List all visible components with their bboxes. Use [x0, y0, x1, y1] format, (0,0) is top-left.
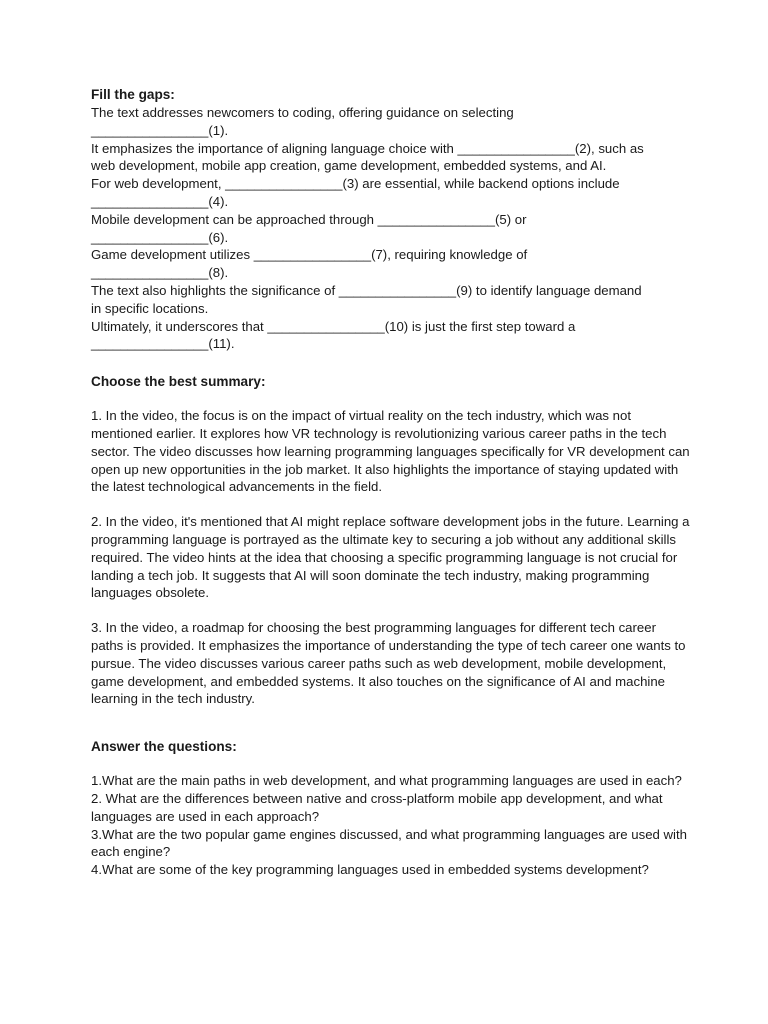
fill-gaps-heading: Fill the gaps:: [91, 87, 175, 102]
question-item: 1.What are the main paths in web development, and what programming languages are used in each?: [91, 773, 682, 789]
gap-line: Game development utilizes ________________(7), requiring knowledge of: [91, 247, 528, 263]
summary-option-1: 1. In the video, the focus is on the impact of virtual reality on the tech industry, which was not mentioned earlier. It explores how VR technology is revolutionizing various career paths in the tech sector. The video discusses how learning programming languages specifically for VR development can open up new opportunities in the job market. It also highlights the importance of staying updated with the latest technological advancements in the field.: [91, 408, 690, 495]
summary-option-3: 3. In the video, a roadmap for choosing the best programming languages for different tech career paths is provided. It emphasizes the importance of understanding the type of tech career one wants to pursue. The video discusses various career paths such as web development, mobile development, game development, and embedded systems. It also touches on the significance of AI and machine learning in the tech industry.: [91, 620, 686, 707]
fill-gaps-section: [91, 86, 691, 353]
gap-line: The text also highlights the significance of ________________(9) to identify language demand: [91, 282, 642, 298]
gap-line: ________________(8).: [91, 265, 229, 281]
summary-option-2: 2. In the video, it's mentioned that AI might replace software development jobs in the future. Learning a programming language is portrayed as the ultimate key to securing a job without any additional skills required. The video hints at the idea that choosing a specific programming language is not crucial for landing a tech job. It suggests that AI will soon dominate the tech industry, making programming languages obsolete.: [91, 514, 690, 601]
gap-line: It emphasizes the importance of aligning language choice with ________________(2), such as: [91, 140, 644, 156]
question-item: 2. What are the differences between native and cross-platform mobile app development, and what languages are used in each approach?: [91, 790, 663, 824]
gap-line: For web development, ________________(3) are essential, while backend options include: [91, 176, 620, 192]
gap-line: in specific locations.: [91, 300, 209, 316]
questions-heading: Answer the questions:: [91, 739, 237, 755]
worksheet-page: [91, 86, 691, 879]
gap-line: The text addresses newcomers to coding, offering guidance on selecting: [91, 105, 514, 120]
gap-line: ________________(11).: [91, 336, 235, 352]
gap-line: web development, mobile app creation, game development, embedded systems, and AI.: [91, 158, 607, 174]
gap-line: ________________(4).: [91, 193, 229, 209]
question-item: 3.What are the two popular game engines discussed, and what programming languages are used with each engine?: [91, 826, 687, 860]
gap-line: ________________(1).: [91, 122, 229, 138]
question-item: 4.What are some of the key programming languages used in embedded systems development?: [91, 862, 649, 878]
gap-line: Ultimately, it underscores that ________________(10) is just the first step toward a: [91, 318, 576, 334]
questions-list: [91, 772, 691, 879]
summary-heading: Choose the best summary:: [91, 374, 266, 390]
gap-line: ________________(6).: [91, 229, 229, 245]
gap-line: Mobile development can be approached through ________________(5) or: [91, 211, 527, 227]
summary-options: [91, 407, 691, 708]
